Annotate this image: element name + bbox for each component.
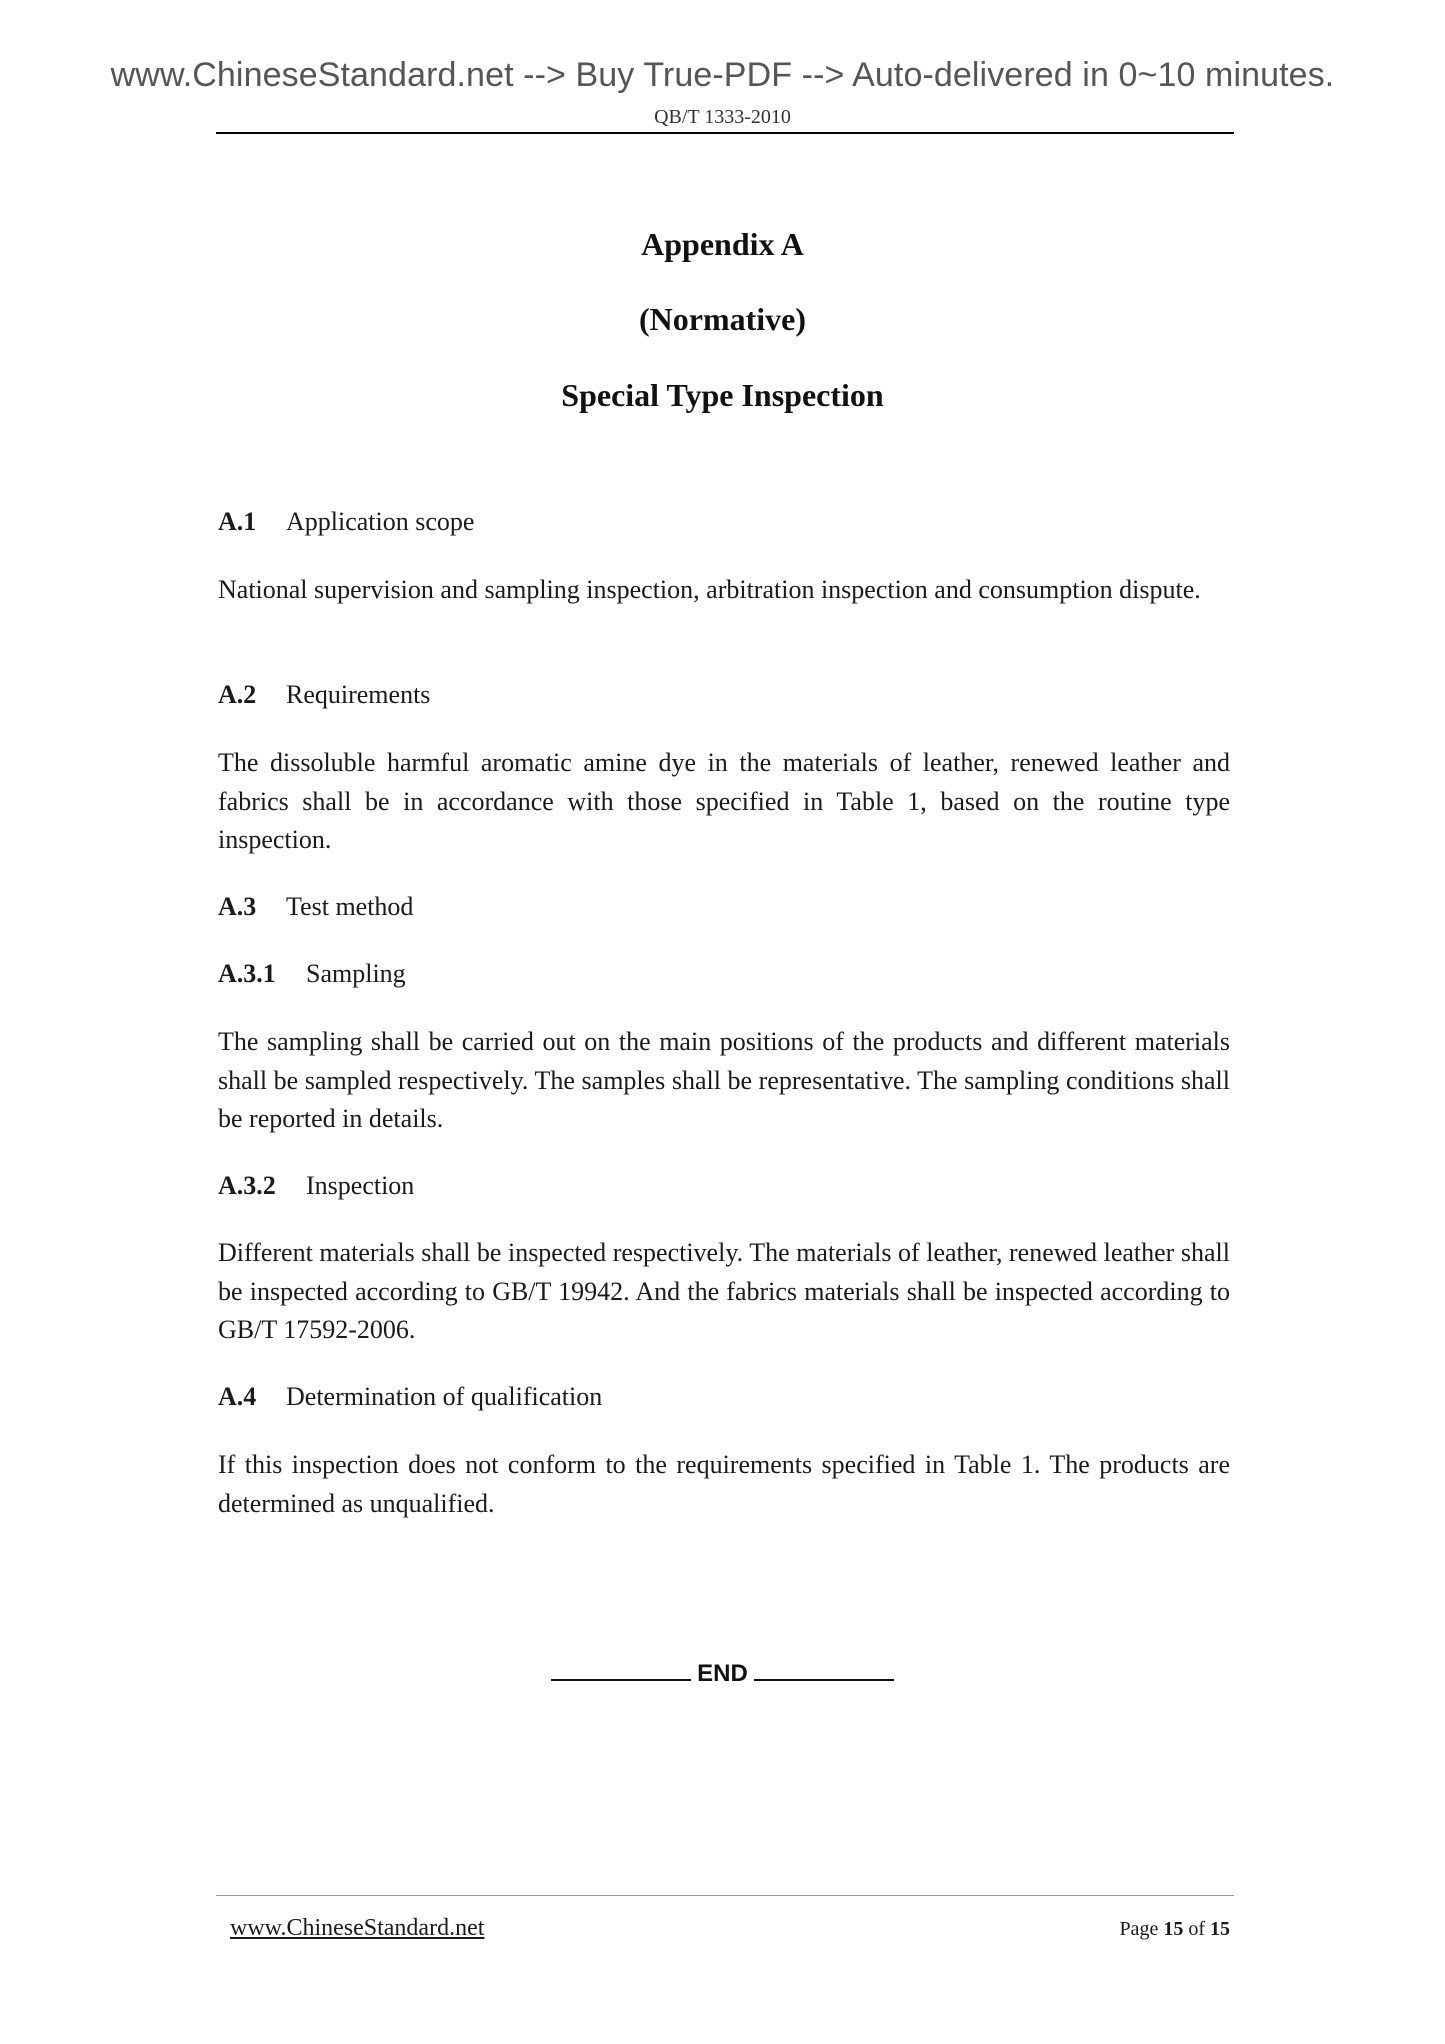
footer-website-link[interactable]: www.ChineseStandard.net (230, 1915, 485, 1941)
section-number: A.3 (218, 892, 257, 921)
appendix-subtitle: Special Type Inspection (561, 377, 884, 413)
section-heading-a3 (218, 892, 413, 922)
section-text-a2: The dissoluble harmful aromatic amine dye in the materials of leather, renewed leather and fabrics shall be in accordance with those specified in Table 1, based on the routine type inspection. (218, 748, 1230, 854)
section-heading-a4 (218, 1382, 602, 1412)
header-rule (216, 132, 1234, 134)
section-number: A.2 (218, 680, 257, 709)
end-marker (0, 1660, 1445, 1688)
section-number: A.4 (218, 1382, 257, 1411)
page-prefix: Page (1119, 1918, 1159, 1940)
section-number: A.3.2 (218, 1171, 276, 1200)
section-heading-a2 (218, 680, 430, 710)
end-rule-right (754, 1679, 894, 1681)
section-text-a4: If this inspection does not conform to the requirements specified in Table 1. The products are determined as unqualified. (218, 1450, 1230, 1518)
section-text-a3-2: Different materials shall be inspected respectively. The materials of leather, renewed leather shall be inspected according to GB/T 19942. And the fabrics materials shall be inspected according to GB/T 17592-2006. (218, 1238, 1230, 1344)
page-of: of (1188, 1918, 1205, 1940)
section-title: Requirements (286, 680, 431, 709)
section-heading-a3-2 (218, 1171, 414, 1201)
standard-code: QB/T 1333-2010 (654, 106, 791, 128)
end-rule-left (551, 1679, 691, 1681)
page-current: 15 (1163, 1918, 1184, 1940)
header-banner: www.ChineseStandard.net --> Buy True-PDF --> Auto-delivered in 0~10 minutes. (110, 56, 1335, 94)
section-title: Test method (286, 892, 414, 921)
section-title: Inspection (306, 1171, 415, 1200)
section-title: Determination of qualification (286, 1382, 603, 1411)
section-heading-a3-1 (218, 959, 406, 989)
section-text-a1: National supervision and sampling inspection, arbitration inspection and consumption dispute. (218, 575, 1201, 604)
section-title: Sampling (306, 959, 406, 988)
appendix-normative-label: (Normative) (638, 301, 807, 337)
page-number (1050, 1918, 1230, 1941)
section-number: A.3.1 (218, 959, 276, 988)
page-total: 15 (1210, 1918, 1230, 1940)
end-label: END (697, 1660, 748, 1687)
section-title: Application scope (286, 507, 475, 536)
section-text-a3-1: The sampling shall be carried out on the main positions of the products and different materials shall be sampled respectively. The samples shall be representative. The sampling conditions shall be reported in details. (218, 1027, 1230, 1133)
appendix-title: Appendix A (641, 226, 804, 262)
section-number: A.1 (218, 507, 257, 536)
section-heading-a1 (218, 507, 474, 537)
footer-rule (216, 1895, 1234, 1896)
